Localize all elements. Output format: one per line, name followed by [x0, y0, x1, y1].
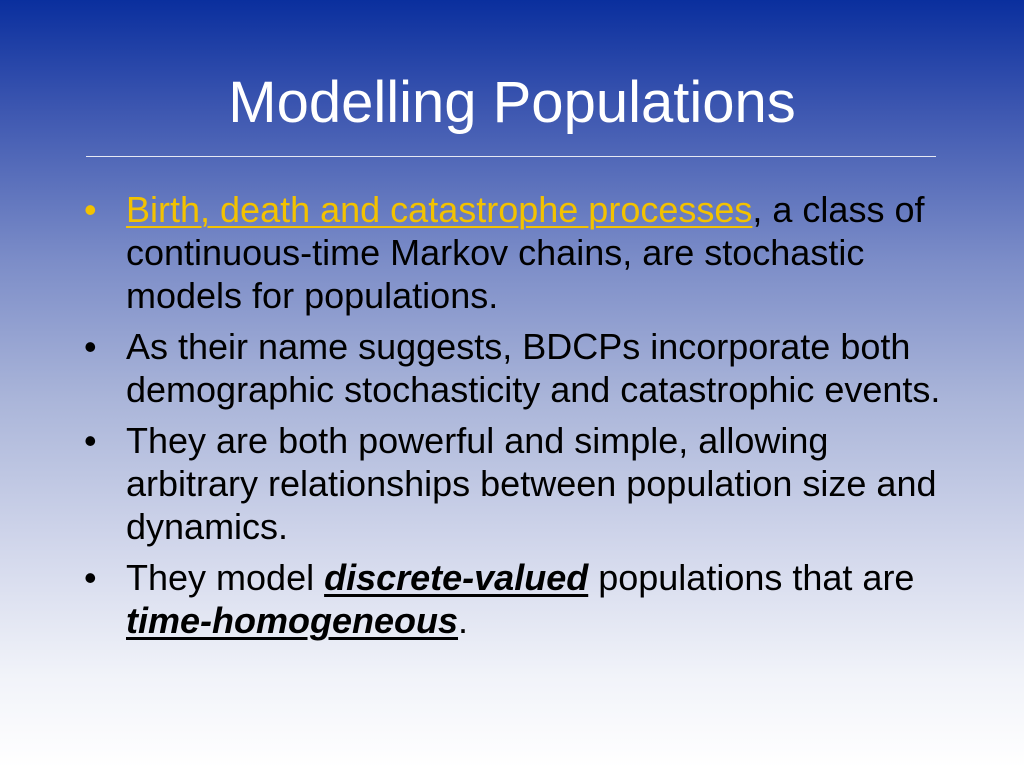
bullet-text: As their name suggests, BDCPs incorporate both demographic stochasticity and catastrophic events. — [126, 326, 941, 410]
bullet-text: . — [458, 600, 469, 641]
bullet-item-4 — [78, 556, 958, 642]
bullet-item-2 — [78, 325, 958, 411]
title-divider — [86, 156, 936, 157]
bullet-item-3 — [78, 419, 958, 548]
bdcp-link[interactable]: Birth, death and catastrophe processes — [126, 189, 753, 230]
emphasis-discrete-valued: discrete-valued — [324, 557, 589, 598]
bullet-marker: • — [84, 189, 97, 230]
emphasis-time-homogeneous: time-homogeneous — [126, 600, 459, 641]
bullet-text: , a class of continuous-time Markov chains, are stochastic models for populations. — [126, 189, 925, 316]
bullet-text: They are both powerful and simple, allowing arbitrary relationships between population size and dynamics. — [126, 420, 937, 547]
bullet-marker: • — [84, 557, 97, 598]
bullet-marker: • — [84, 420, 97, 461]
bullet-item-1 — [78, 188, 958, 317]
slide-title: Modelling Populations — [228, 70, 796, 135]
bullet-marker: • — [84, 326, 97, 367]
bullet-text: populations that are — [588, 557, 915, 598]
bullet-text: They model — [126, 557, 325, 598]
bullet-list — [78, 188, 958, 650]
